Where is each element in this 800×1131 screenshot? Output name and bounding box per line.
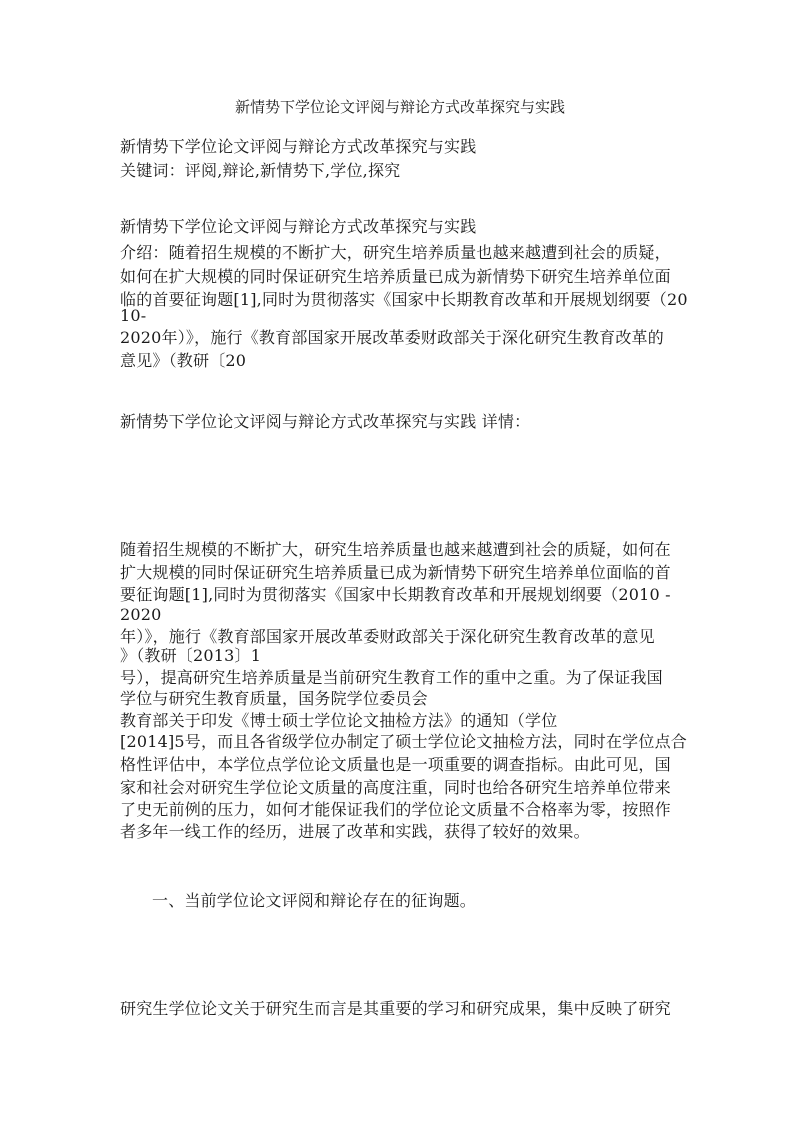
body-line: 家和社会对研究生学位论文质量的高度注重，同时也给各研究生培养单位带来 [120,778,671,797]
body-line: [2014]5号，而且各省级学位办制定了硕士学位论文抽检方法，同时在学位点合 [120,732,687,751]
intro-line: 10- [120,306,147,325]
body-line: 教育部关于印发《博士硕士学位论文抽检方法》的通知（学位 [120,711,558,730]
intro-line: 意见》（教研〔20 [120,351,247,370]
body-line: 随着招生规模的不断扩大，研究生培养质量也越来越遭到社会的质疑，如何在 [120,540,671,559]
body-line: 研究生学位论文关于研究生而言是其重要的学习和研究成果，集中反映了研究 [120,999,671,1018]
body-line: 学位与研究生教育质量，国务院学位委员会 [120,689,428,708]
intro-line: 如何在扩大规模的同时保证研究生培养质量已成为新情势下研究生培养单位面 [120,267,671,286]
details-heading: 新情势下学位论文评阅与辩论方式改革探究与实践 详情： [120,412,531,431]
intro-title: 新情势下学位论文评阅与辩论方式改革探究与实践 [120,217,477,236]
header-title: 新情势下学位论文评阅与辩论方式改革探究与实践 [120,137,477,156]
intro-line: 介绍：随着招生规模的不断扩大，研究生培养质量也越来越遭到社会的质疑， [120,243,671,262]
body-line: 者多年一线工作的经历，进展了改革和实践，获得了较好的效果。 [120,822,590,841]
keywords-line: 关键词：评阅,辩论,新情势下,学位,探究 [120,161,401,180]
body-line: 年）》，施行《教育部国家开展改革委财政部关于深化研究生教育改革的意见 [120,627,655,646]
body-line: 号），提高研究生培养质量是当前研究生教育工作的重中之重。为了保证我国 [120,668,663,687]
body-line: 格性评估中，本学位点学位论文质量也是一项重要的调查指标。由此可见，国 [120,755,671,774]
body-line: 要征询题[1],同时为贯彻落实《国家中长期教育改革和开展规划纲要（2010 - [120,585,671,604]
page-title: 新情势下学位论文评阅与辩论方式改革探究与实践 [234,98,565,116]
body-line: 了史无前例的压力，如何才能保证我们的学位论文质量不合格率为零，按照作 [120,800,671,819]
section-heading: 一、当前学位论文评阅和辩论存在的征询题。 [152,891,477,910]
body-line: 2020 [120,605,162,624]
body-line: 》（教研〔2013〕1 [120,646,262,665]
body-line: 扩大规模的同时保证研究生培养质量已成为新情势下研究生培养单位面临的首 [120,563,671,582]
intro-line: 2020年）》，施行《教育部国家开展改革委财政部关于深化研究生教育改革的 [120,328,664,347]
intro-line: 临的首要征询题[1],同时为贯彻落实《国家中长期教育改革和开展规划纲要（20 [120,290,688,309]
